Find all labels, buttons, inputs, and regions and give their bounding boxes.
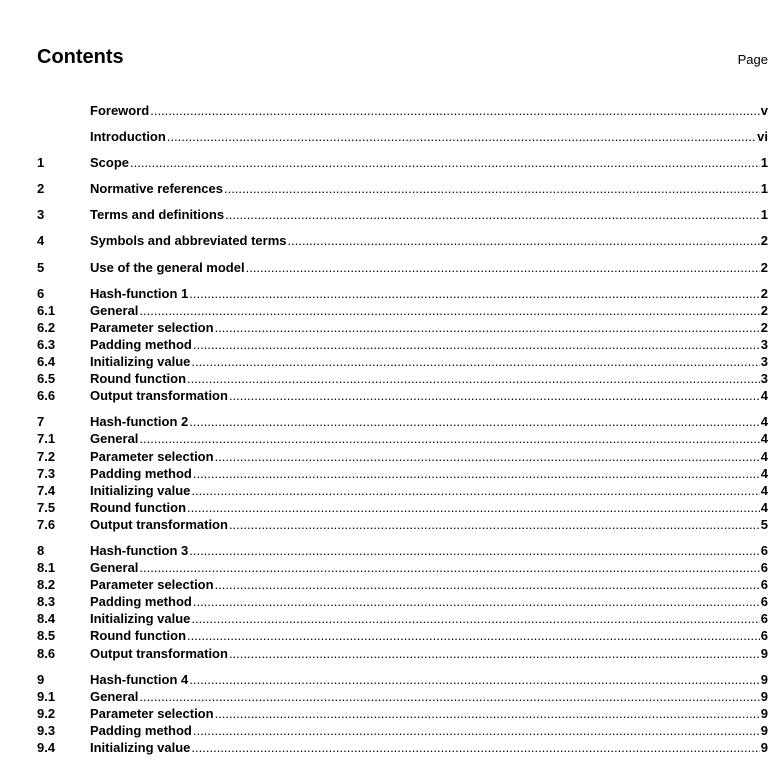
toc-entry[interactable] bbox=[37, 722, 768, 739]
toc-entry-page: 3 bbox=[760, 354, 768, 370]
toc-entry[interactable] bbox=[37, 302, 768, 319]
toc-entry-page: 9 bbox=[760, 722, 768, 738]
toc-entry-number: 8.3 bbox=[37, 594, 56, 610]
toc-entry-title[interactable]: Introduction bbox=[90, 129, 166, 145]
toc-entry[interactable] bbox=[37, 542, 768, 559]
toc-entry-number: 7.6 bbox=[37, 516, 56, 532]
toc-entry-page: v bbox=[760, 103, 768, 118]
toc-entry-title[interactable]: Parameter selection bbox=[90, 705, 214, 721]
toc-entry-title[interactable]: Parameter selection bbox=[90, 319, 214, 335]
toc-entry-page: 9 bbox=[760, 688, 768, 704]
toc-entry-title[interactable]: Output transformation bbox=[90, 388, 228, 404]
toc-entry-page: 3 bbox=[760, 371, 768, 387]
toc-dot-leader bbox=[189, 671, 760, 688]
table-of-contents bbox=[37, 102, 768, 756]
toc-entry-number: 8.6 bbox=[37, 645, 56, 661]
toc-entry-title[interactable]: General bbox=[90, 688, 139, 704]
toc-entry-number: 6.6 bbox=[37, 388, 56, 404]
toc-entry-page: 4 bbox=[760, 414, 768, 430]
toc-dot-leader bbox=[187, 370, 760, 387]
toc-dot-leader bbox=[139, 559, 759, 576]
toc-dot-leader bbox=[229, 387, 760, 404]
toc-entry[interactable] bbox=[37, 154, 768, 171]
toc-entry-title[interactable]: Foreword bbox=[90, 103, 150, 118]
toc-entry[interactable] bbox=[37, 671, 768, 688]
toc-entry[interactable] bbox=[37, 593, 768, 610]
page-column-label: Page bbox=[737, 52, 768, 67]
toc-entry-title[interactable]: Initializing value bbox=[90, 354, 191, 370]
toc-entry-page: 2 bbox=[760, 302, 768, 318]
toc-dot-leader bbox=[193, 722, 760, 739]
toc-entry[interactable] bbox=[37, 430, 768, 447]
toc-entry-title[interactable]: Padding method bbox=[90, 465, 192, 481]
toc-entry-page: 9 bbox=[760, 645, 768, 661]
toc-dot-leader bbox=[246, 259, 760, 276]
toc-entry-page: 4 bbox=[760, 482, 768, 498]
toc-entry-title[interactable]: Scope bbox=[90, 155, 130, 171]
toc-dot-leader bbox=[229, 645, 760, 662]
toc-entry[interactable] bbox=[37, 688, 768, 705]
toc-entry-title[interactable]: Padding method bbox=[90, 336, 192, 352]
toc-entry[interactable] bbox=[37, 259, 768, 276]
toc-entry-title[interactable]: Normative references bbox=[90, 181, 223, 197]
toc-entry-title[interactable]: Terms and definitions bbox=[90, 207, 225, 223]
toc-entry-number: 2 bbox=[37, 181, 45, 197]
toc-entry-page: 9 bbox=[760, 705, 768, 721]
toc-entry-number: 4 bbox=[37, 233, 45, 249]
toc-entry-number: 5 bbox=[37, 259, 45, 275]
toc-entry-title[interactable]: Padding method bbox=[90, 722, 192, 738]
toc-dot-leader bbox=[189, 413, 760, 430]
toc-entry-title[interactable]: General bbox=[90, 302, 139, 318]
toc-dot-leader bbox=[193, 336, 760, 353]
toc-entry-title[interactable]: Parameter selection bbox=[90, 448, 214, 464]
toc-entry[interactable] bbox=[37, 232, 768, 249]
toc-entry-number: 8.4 bbox=[37, 611, 56, 627]
toc-entry-title[interactable]: Hash-function 2 bbox=[90, 414, 189, 430]
toc-entry-page: 1 bbox=[760, 181, 768, 197]
toc-entry[interactable] bbox=[37, 482, 768, 499]
toc-dot-leader bbox=[191, 482, 759, 499]
contents-header bbox=[37, 44, 768, 74]
toc-entry-title[interactable]: Output transformation bbox=[90, 645, 228, 661]
toc-entry-number: 6.1 bbox=[37, 302, 56, 318]
toc-entry-page: 6 bbox=[760, 577, 768, 593]
toc-entry-page: 9 bbox=[760, 740, 768, 755]
toc-dot-leader bbox=[288, 232, 760, 249]
toc-entry-title[interactable]: Round function bbox=[90, 499, 187, 515]
toc-entry[interactable] bbox=[37, 180, 768, 197]
toc-entry-page: 4 bbox=[760, 388, 768, 404]
toc-entry[interactable] bbox=[37, 465, 768, 482]
toc-entry-number: 8.2 bbox=[37, 577, 56, 593]
toc-entry-page: 6 bbox=[760, 628, 768, 644]
toc-dot-leader bbox=[189, 542, 760, 559]
toc-entry-title[interactable]: Use of the general model bbox=[90, 259, 245, 275]
toc-dot-leader bbox=[215, 319, 760, 336]
toc-entry-number: 6.3 bbox=[37, 336, 56, 352]
toc-entry-title[interactable]: Output transformation bbox=[90, 516, 228, 532]
toc-dot-leader bbox=[224, 180, 760, 197]
toc-dot-leader bbox=[191, 739, 759, 756]
toc-entry[interactable] bbox=[37, 448, 768, 465]
page-title: Contents bbox=[37, 46, 124, 68]
toc-entry-title[interactable]: Round function bbox=[90, 371, 187, 387]
toc-entry[interactable] bbox=[37, 627, 768, 644]
toc-entry[interactable] bbox=[37, 370, 768, 387]
toc-entry-page: vi bbox=[757, 129, 768, 145]
toc-entry-page: 4 bbox=[760, 431, 768, 447]
toc-dot-leader bbox=[187, 499, 760, 516]
toc-entry-title[interactable]: Hash-function 1 bbox=[90, 285, 189, 301]
toc-entry-number: 7.2 bbox=[37, 448, 56, 464]
toc-entry-number: 6 bbox=[37, 285, 45, 301]
toc-entry-page: 6 bbox=[760, 594, 768, 610]
toc-entry-title[interactable]: Padding method bbox=[90, 594, 192, 610]
toc-entry-title[interactable]: General bbox=[90, 560, 139, 576]
toc-entry-number: 6.2 bbox=[37, 319, 56, 335]
toc-entry-number: 7 bbox=[37, 414, 45, 430]
toc-dot-leader bbox=[150, 102, 760, 119]
toc-entry-page: 4 bbox=[760, 499, 768, 515]
toc-entry-number: 7.5 bbox=[37, 499, 56, 515]
toc-dot-leader bbox=[187, 627, 760, 644]
toc-dot-leader bbox=[215, 705, 760, 722]
toc-entry[interactable] bbox=[37, 705, 768, 722]
toc-entry[interactable] bbox=[37, 516, 768, 533]
toc-entry[interactable] bbox=[37, 645, 768, 662]
toc-dot-leader bbox=[139, 430, 759, 447]
toc-dot-leader bbox=[215, 448, 760, 465]
toc-dot-leader bbox=[193, 465, 760, 482]
toc-entry-number: 9.4 bbox=[37, 740, 56, 755]
toc-entry-page: 9 bbox=[760, 671, 768, 687]
toc-dot-leader bbox=[139, 688, 759, 705]
toc-entry[interactable] bbox=[37, 336, 768, 353]
toc-entry-title[interactable]: Hash-function 3 bbox=[90, 542, 189, 558]
toc-entry-page: 4 bbox=[760, 448, 768, 464]
toc-entry-title[interactable]: Hash-function 4 bbox=[90, 671, 189, 687]
toc-dot-leader bbox=[229, 516, 760, 533]
toc-entry-page: 2 bbox=[760, 285, 768, 301]
toc-entry-number: 7.1 bbox=[37, 431, 56, 447]
toc-dot-leader bbox=[215, 576, 760, 593]
toc-entry-number: 7.3 bbox=[37, 465, 56, 481]
toc-dot-leader bbox=[191, 353, 759, 370]
toc-entry[interactable] bbox=[37, 413, 768, 430]
toc-entry-number: 6.5 bbox=[37, 371, 56, 387]
toc-entry[interactable] bbox=[37, 353, 768, 370]
toc-entry-number: 1 bbox=[37, 155, 45, 171]
toc-entry-number: 9.2 bbox=[37, 705, 56, 721]
toc-entry-page: 2 bbox=[760, 259, 768, 275]
toc-entry-number: 8 bbox=[37, 542, 45, 558]
toc-entry-page: 1 bbox=[760, 155, 768, 171]
toc-entry[interactable] bbox=[37, 285, 768, 302]
toc-entry-page: 5 bbox=[760, 516, 768, 532]
toc-entry[interactable] bbox=[37, 739, 768, 756]
toc-entry[interactable] bbox=[37, 102, 768, 119]
toc-entry-page: 6 bbox=[760, 560, 768, 576]
toc-entry-number: 9.1 bbox=[37, 688, 56, 704]
toc-dot-leader bbox=[167, 128, 756, 145]
toc-entry-number: 9 bbox=[37, 671, 45, 687]
toc-entry[interactable] bbox=[37, 206, 768, 223]
toc-entry-number: 8.1 bbox=[37, 560, 56, 576]
toc-entry[interactable] bbox=[37, 387, 768, 404]
toc-entry-page: 2 bbox=[760, 319, 768, 335]
toc-entry-number: 6.4 bbox=[37, 354, 56, 370]
toc-entry-title[interactable]: Initializing value bbox=[90, 740, 191, 755]
toc-entry[interactable] bbox=[37, 499, 768, 516]
toc-entry[interactable] bbox=[37, 559, 768, 576]
toc-entry-title[interactable]: Initializing value bbox=[90, 611, 191, 627]
toc-entry-number: 7.4 bbox=[37, 482, 56, 498]
toc-entry-number: 8.5 bbox=[37, 628, 56, 644]
toc-entry-page: 2 bbox=[760, 233, 768, 249]
toc-entry-page: 3 bbox=[760, 336, 768, 352]
toc-entry-title[interactable]: Initializing value bbox=[90, 482, 191, 498]
toc-dot-leader bbox=[191, 610, 759, 627]
toc-entry-number: 9.3 bbox=[37, 722, 56, 738]
toc-dot-leader bbox=[130, 154, 760, 171]
toc-entry[interactable] bbox=[37, 319, 768, 336]
toc-entry-title[interactable]: Symbols and abbreviated terms bbox=[90, 233, 287, 249]
toc-entry-page: 6 bbox=[760, 542, 768, 558]
toc-entry[interactable] bbox=[37, 610, 768, 627]
toc-entry-page: 6 bbox=[760, 611, 768, 627]
toc-dot-leader bbox=[193, 593, 760, 610]
toc-dot-leader bbox=[225, 206, 760, 223]
toc-entry[interactable] bbox=[37, 128, 768, 145]
toc-entry-title[interactable]: Round function bbox=[90, 628, 187, 644]
toc-entry[interactable] bbox=[37, 576, 768, 593]
toc-entry-number: 3 bbox=[37, 207, 45, 223]
toc-entry-page: 4 bbox=[760, 465, 768, 481]
toc-entry-title[interactable]: General bbox=[90, 431, 139, 447]
toc-entry-page: 1 bbox=[760, 207, 768, 223]
toc-dot-leader bbox=[189, 285, 760, 302]
toc-dot-leader bbox=[139, 302, 759, 319]
toc-entry-title[interactable]: Parameter selection bbox=[90, 577, 214, 593]
